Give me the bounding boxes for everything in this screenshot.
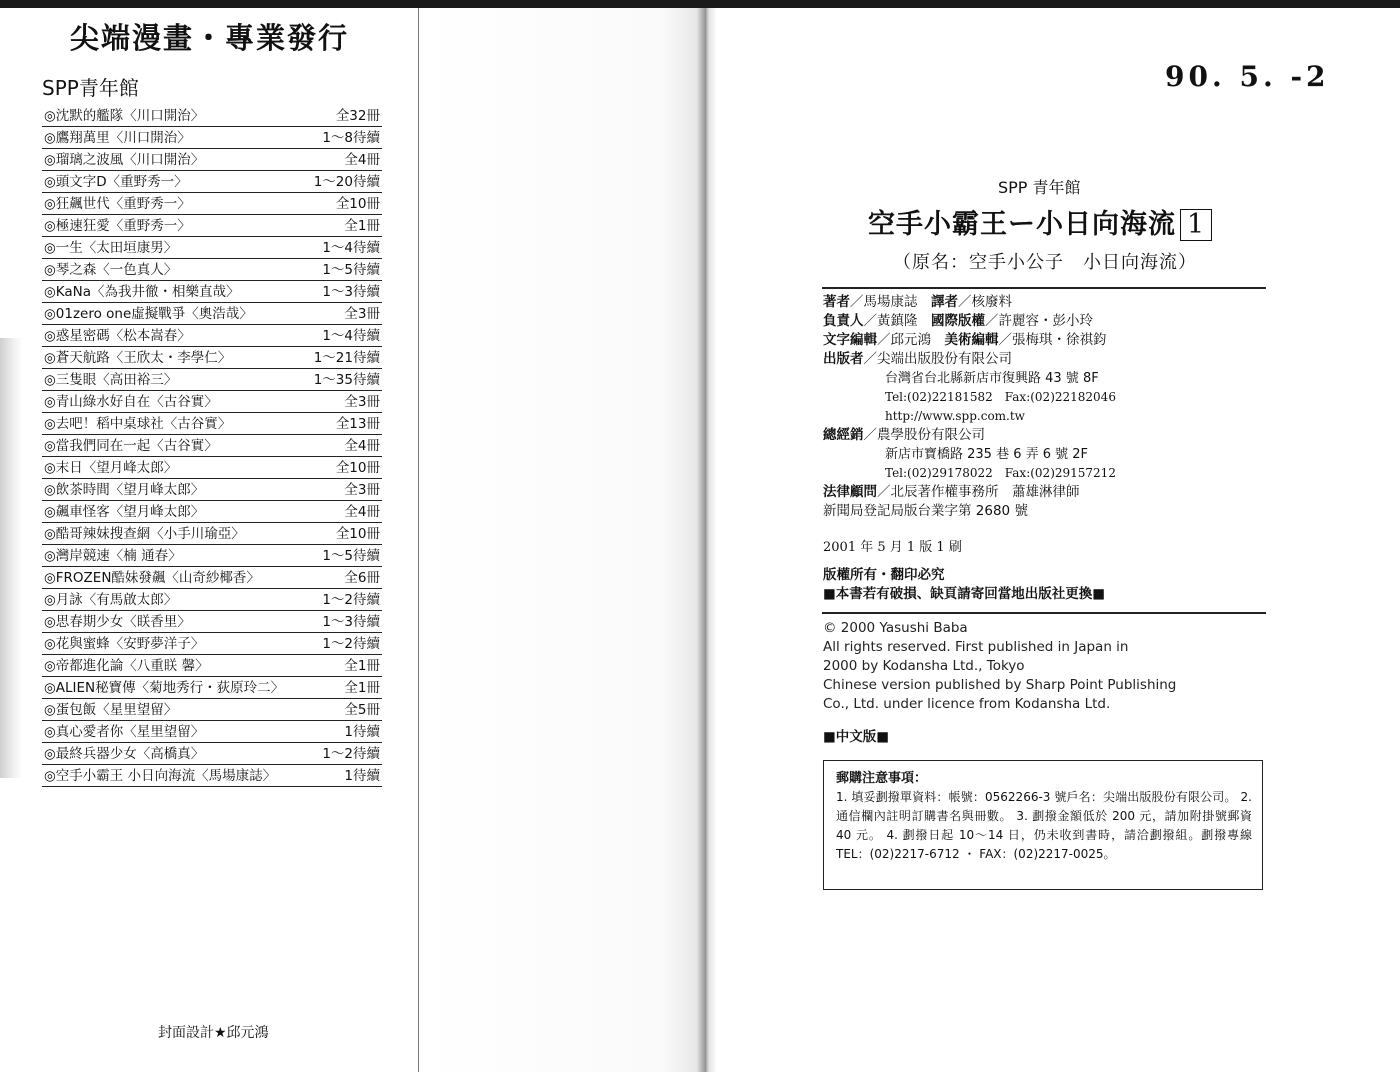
book-title: ◎蛋包飯〈星里望留〉 xyxy=(44,702,178,718)
publisher-phone: Tel:(02)22181582 Fax:(02)22182046 xyxy=(885,390,1116,404)
book-list-item xyxy=(42,391,382,413)
book-list-item xyxy=(42,435,382,457)
book-title: ◎01zero one虛擬戰爭〈奧浩哉〉 xyxy=(44,306,253,322)
credit-value: ／農學股份有限公司 xyxy=(863,427,985,443)
book-title-text: 空手小霸王ー小日向海流 xyxy=(868,209,1176,240)
book-list-item xyxy=(42,303,382,325)
book-title: ◎琴之森〈一色真人〉 xyxy=(44,262,178,278)
book-title: ◎帝都進化論〈八重眹 馨〉 xyxy=(44,658,209,674)
book-status: 1〜5待續 xyxy=(322,548,380,564)
credit-row-responsible xyxy=(823,312,1116,331)
cover-design-credit: 封面設計★邱元鴻 xyxy=(158,1025,269,1041)
credit-value: ／許麗容・彭小玲 xyxy=(985,313,1093,329)
book-title: ◎FROZEN酷妹發飆〈山奇紗椰香〉 xyxy=(44,570,260,586)
left-page xyxy=(0,8,418,1072)
book-list-item xyxy=(42,545,382,567)
credit-label: 著者 xyxy=(823,294,850,310)
book-list-item xyxy=(42,281,382,303)
book-status: 1〜3待續 xyxy=(322,614,380,630)
copyright-line: All rights reserved. First published in Japan in xyxy=(823,639,1129,655)
book-title: ◎ALIEN秘寶傳〈菊地秀行・荻原玲二〉 xyxy=(44,680,285,696)
book-status: 1〜35待續 xyxy=(313,372,380,388)
credit-row-author xyxy=(823,293,1116,312)
book-title xyxy=(868,202,1212,241)
publisher-url: http://www.spp.com.tw xyxy=(885,409,1025,423)
book-list-item xyxy=(42,699,382,721)
book-list-item xyxy=(42,259,382,281)
book-status: 全6冊 xyxy=(344,570,380,586)
book-list-item xyxy=(42,215,382,237)
rights-line: ■本書若有破損、缺頁請寄回當地出版社更換■ xyxy=(823,586,1106,602)
credit-value: ／黃鎮隆 xyxy=(863,313,931,329)
book-status: 全1冊 xyxy=(344,218,380,234)
book-status: 1〜2待續 xyxy=(322,592,380,608)
book-list-item xyxy=(42,765,382,787)
book-title: ◎鷹翔萬里〈川口開治〉 xyxy=(44,130,191,146)
book-status: 全10冊 xyxy=(335,196,380,212)
book-title: ◎末日〈望月峰太郎〉 xyxy=(44,460,178,476)
book-status: 1〜8待續 xyxy=(322,130,380,146)
divider-rule xyxy=(822,612,1266,614)
credit-row-editors xyxy=(823,331,1116,350)
edition-label: ■中文版■ xyxy=(823,729,890,745)
book-status: 全10冊 xyxy=(335,526,380,542)
book-status: 全1冊 xyxy=(344,680,380,696)
book-title: ◎惑星密碼〈松本嵩春〉 xyxy=(44,328,191,344)
imprint-name: SPP 青年館 xyxy=(998,178,1081,197)
book-status: 全1冊 xyxy=(344,658,380,674)
book-status: 全4冊 xyxy=(344,438,380,454)
book-title: ◎灣岸競速〈楠 通春〉 xyxy=(44,548,182,564)
book-list-item xyxy=(42,611,382,633)
distributor-address: 新店市寶橋路 235 巷 6 弄 6 號 2F xyxy=(885,447,1089,462)
publisher-heading: 尖端漫畫・專業發行 xyxy=(70,21,350,55)
book-list-item xyxy=(42,677,382,699)
registration-number: 新聞局登記局版台業字第 2680 號 xyxy=(823,503,1028,519)
credit-row-distributor xyxy=(823,426,1116,445)
copyright-line: © 2000 Yasushi Baba xyxy=(823,620,968,636)
credit-label: 文字編輯 xyxy=(823,332,877,348)
credit-value: ／核廢料 xyxy=(958,294,1012,310)
scan-top-edge xyxy=(0,0,1400,8)
distributor-phone: Tel:(02)29178022 Fax:(02)29157212 xyxy=(885,466,1116,480)
book-list-item xyxy=(42,171,382,193)
divider-rule xyxy=(822,287,1266,289)
credit-label: 負責人 xyxy=(823,313,864,329)
rights-line: 版權所有・翻印必究 xyxy=(823,567,945,583)
book-title: ◎飲茶時間〈望月峰太郎〉 xyxy=(44,482,205,498)
rights-notice xyxy=(823,566,1105,604)
book-title: ◎三隻眼〈高田裕三〉 xyxy=(44,372,178,388)
book-title: ◎沈默的艦隊〈川口開治〉 xyxy=(44,108,205,124)
credit-row-legal xyxy=(823,483,1116,502)
book-status: 全3冊 xyxy=(344,394,380,410)
book-status: 1〜20待續 xyxy=(313,174,380,190)
book-title: ◎KaNa〈為我井徹・相樂直哉〉 xyxy=(44,284,240,300)
credit-label: 譯者 xyxy=(931,294,958,310)
book-list-item xyxy=(42,655,382,677)
book-list-item xyxy=(42,347,382,369)
credit-value: ／馬場康誌 xyxy=(850,294,931,310)
notice-title: 郵購注意事項： xyxy=(836,771,928,786)
credit-value: ／北辰著作權事務所 蕭雄淋律師 xyxy=(877,484,1080,500)
book-status: 1〜2待續 xyxy=(322,746,380,762)
book-status: 全3冊 xyxy=(344,482,380,498)
book-status: 全32冊 xyxy=(335,108,380,124)
book-list-item xyxy=(42,633,382,655)
book-list-item xyxy=(42,237,382,259)
book-title: ◎飆車怪客〈望月峰太郎〉 xyxy=(44,504,205,520)
volume-number: 1 xyxy=(1180,209,1212,241)
copyright-notice xyxy=(823,619,1176,714)
book-status: 全4冊 xyxy=(344,152,380,168)
book-list-item xyxy=(42,501,382,523)
book-status: 1〜2待續 xyxy=(322,636,380,652)
book-list-item xyxy=(42,193,382,215)
book-list-item xyxy=(42,413,382,435)
book-title: ◎真心愛者你〈星里望留〉 xyxy=(44,724,205,740)
handwritten-date: 90. 5. -2 xyxy=(1165,60,1330,93)
book-list-item xyxy=(42,743,382,765)
credit-label: 法律顧問 xyxy=(823,484,877,500)
book-list-item xyxy=(42,149,382,171)
book-list-item xyxy=(42,567,382,589)
book-status: 全3冊 xyxy=(344,306,380,322)
book-title: ◎最終兵器少女〈高橋真〉 xyxy=(44,746,205,762)
book-status: 全13冊 xyxy=(335,416,380,432)
credit-row-publisher xyxy=(823,350,1116,369)
book-list-item xyxy=(42,479,382,501)
credit-value: ／尖端出版股份有限公司 xyxy=(863,351,1012,367)
credit-label: 美術編輯 xyxy=(944,332,999,348)
credit-label: 總經銷 xyxy=(823,427,864,443)
book-title: ◎去吧！稻中桌球社〈古谷實〉 xyxy=(44,416,232,432)
copyright-line: Chinese version published by Sharp Point Publishing xyxy=(823,677,1177,693)
book-title: ◎思春期少女〈眹香里〉 xyxy=(44,614,191,630)
credit-label: 國際版權 xyxy=(931,313,985,329)
copyright-line: Co., Ltd. under licence from Kodansha Ltd. xyxy=(823,696,1111,712)
book-status: 1〜5待續 xyxy=(322,262,380,278)
book-status: 1待續 xyxy=(344,724,380,740)
book-status: 全5冊 xyxy=(344,702,380,718)
credits-block xyxy=(823,293,1116,521)
scan-shadow xyxy=(0,338,22,778)
book-list-item xyxy=(42,457,382,479)
book-title: ◎極速狂愛〈重野秀一〉 xyxy=(44,218,191,234)
book-list-item xyxy=(42,523,382,545)
book-status: 1待續 xyxy=(344,768,380,784)
book-list-item xyxy=(42,589,382,611)
book-status: 1〜4待續 xyxy=(322,328,380,344)
notice-body: 1. 填妥劃撥單資料：帳號：0562266-3 號戶名：尖端出版股份有限公司。 2. 通信欄內註明訂購書名與冊數。 3. 劃撥金額低於 200 元，請加附掛號郵資 40 元。 4. 劃撥日起 10〜14 日，仍未收到書時，請洽劃撥組。劃撥專線 TEL：(02)2217-6712 ・ FAX：(02)2217-0025。 xyxy=(836,790,1252,861)
book-status: 1〜3待續 xyxy=(322,284,380,300)
book-list-item xyxy=(42,127,382,149)
book-title: ◎酷哥辣妹搜查網〈小手川瑜亞〉 xyxy=(44,526,245,542)
book-status: 全10冊 xyxy=(335,460,380,476)
book-title: ◎青山綠水好自在〈古谷實〉 xyxy=(44,394,218,410)
book-title: ◎花與蜜蜂〈安野夢洋子〉 xyxy=(44,636,205,652)
book-status: 1〜21待續 xyxy=(313,350,380,366)
series-name: SPP青年館 xyxy=(42,76,139,100)
book-list-item xyxy=(42,721,382,743)
book-title: ◎空手小霸王 小日向海流〈馬場康誌〉 xyxy=(44,768,277,784)
book-status: 1〜4待續 xyxy=(322,240,380,256)
publisher-address: 台灣省台北縣新店市復興路 43 號 8F xyxy=(885,371,1099,386)
book-status: 全4冊 xyxy=(344,504,380,520)
book-list-item xyxy=(42,325,382,347)
book-title: ◎狂飆世代〈重野秀一〉 xyxy=(44,196,191,212)
book-title: ◎當我們同在一起〈古谷實〉 xyxy=(44,438,218,454)
original-title: （原名：空手小公子 小日向海流） xyxy=(893,252,1197,273)
credit-value: ／邱元鴻 xyxy=(877,332,945,348)
print-date: 2001 年 5 月 1 版 1 刷 xyxy=(823,540,962,555)
book-title: ◎一生〈太田垣康男〉 xyxy=(44,240,178,256)
book-title: ◎蒼天航路〈王欣太・李學仁〉 xyxy=(44,350,232,366)
right-page xyxy=(705,8,1400,1072)
book-list xyxy=(42,105,382,787)
book-list-item xyxy=(42,369,382,391)
blank-page xyxy=(419,8,705,1072)
copyright-line: 2000 by Kodansha Ltd., Tokyo xyxy=(823,658,1025,674)
credit-label: 出版者 xyxy=(823,351,864,367)
book-title: ◎頭文字D〈重野秀一〉 xyxy=(44,174,188,190)
book-title: ◎月詠〈有馬啟太郎〉 xyxy=(44,592,178,608)
mail-order-notice xyxy=(823,760,1263,890)
credit-value: ／張梅琪・徐祺鈞 xyxy=(998,332,1107,348)
book-list-item xyxy=(42,105,382,127)
book-title: ◎瑠璃之波風〈川口開治〉 xyxy=(44,152,205,168)
